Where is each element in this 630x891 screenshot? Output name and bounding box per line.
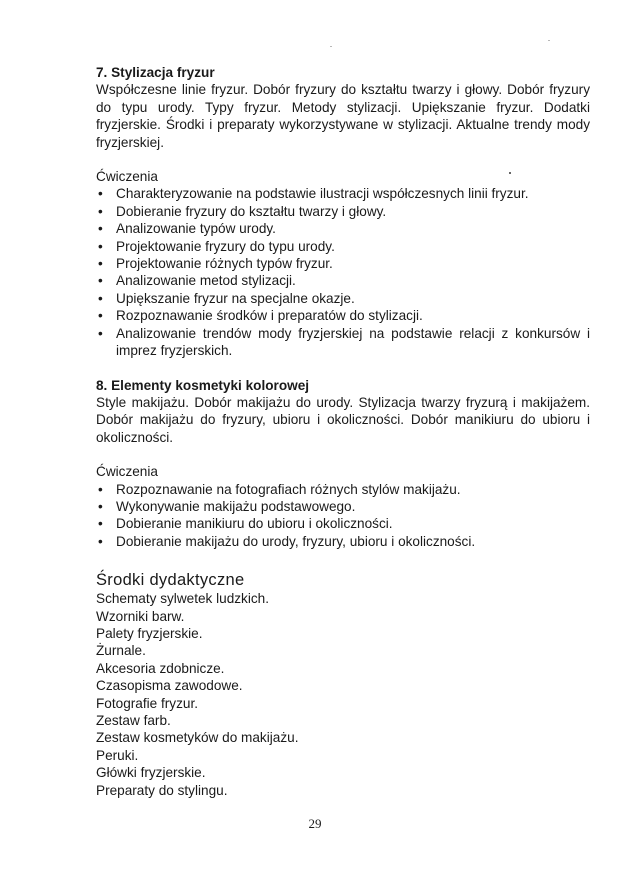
page-number: 29: [308, 816, 322, 831]
section-7-body: Współczesne linie fryzur. Dobór fryzury do kształtu twarzy i głowy. Dobór fryzury do typu urody. Typy fryzur. Metody stylizacji. Upiększanie fryzur. Dodatki fryzjerskie. Środki i preparaty wykorzystywane w stylizacji. Aktualne trendy mody fryzjerskiej.: [96, 82, 590, 150]
bullet-icon: •: [98, 308, 103, 324]
scan-speck: [509, 172, 511, 174]
list-item: [96, 238, 590, 255]
section-8-exercises-title: Ćwiczenia: [96, 464, 158, 480]
bullet-icon: •: [98, 516, 103, 532]
list-item: [96, 533, 590, 550]
list-item: Główki fryzjerskie.: [96, 765, 206, 781]
bullet-icon: •: [98, 256, 103, 272]
bullet-icon: •: [98, 273, 103, 289]
list-item: Żurnale.: [96, 643, 146, 659]
scan-speck: [548, 40, 550, 41]
list-item: Peruki.: [96, 747, 139, 763]
section-8-heading: 8. Elementy kosmetyki kolorowej: [96, 377, 310, 393]
didactic-aids-heading: Środki dydaktyczne: [96, 571, 245, 590]
list-item-text: Projektowanie różnych typów fryzur.: [116, 256, 333, 272]
list-item-text: Upiększanie fryzur na specjalne okazje.: [116, 290, 355, 306]
list-item-text: Analizowanie trendów mody fryzjerskiej na podstawie relacji z konkursów i imprez fryzjerskich.: [116, 325, 590, 359]
list-item: Wzorniki barw.: [96, 608, 185, 624]
list-item: Palety fryzjerskie.: [96, 625, 203, 641]
list-item-text: Projektowanie fryzury do typu urody.: [116, 238, 335, 254]
list-item: [96, 515, 590, 532]
spacer: [96, 550, 590, 570]
list-item-text: Dobieranie manikiuru do ubioru i okoliczności.: [116, 516, 393, 532]
bullet-icon: •: [98, 186, 103, 202]
list-item: Zestaw kosmetyków do makijażu.: [96, 730, 299, 746]
bullet-icon: •: [98, 481, 103, 497]
list-item: [96, 220, 590, 237]
bullet-icon: •: [98, 498, 103, 514]
bullet-icon: •: [98, 203, 103, 219]
section-7-heading: 7. Stylizacja fryzur: [96, 65, 215, 80]
list-item: [96, 255, 590, 272]
didactic-aids-list: [96, 590, 590, 799]
list-item-text: Wykonywanie makijażu podstawowego.: [116, 498, 356, 514]
list-item-text: Analizowanie metod stylizacji.: [116, 273, 296, 289]
list-item: Akcesoria zdobnicze.: [96, 660, 225, 676]
list-item: Schematy sylwetek ludzkich.: [96, 591, 270, 607]
list-item-text: Rozpoznawanie środków i preparatów do stylizacji.: [116, 308, 423, 324]
list-item-text: Analizowanie typów urody.: [116, 221, 276, 237]
bullet-icon: •: [98, 238, 103, 254]
list-item: Fotografie fryzur.: [96, 695, 198, 711]
list-item-text: Dobieranie makijażu do urody, fryzury, ubioru i okoliczności.: [116, 533, 476, 549]
bullet-icon: •: [98, 290, 103, 306]
section-8-body: Style makijażu. Dobór makijażu do urody. Stylizacja twarzy fryzurą i makijażem. Dobór makijażu do fryzury, ubioru i okoliczności. Dobór manikiuru do ubioru i okoliczności.: [96, 394, 590, 445]
list-item: [96, 203, 590, 220]
section-7-exercises-title: Ćwiczenia: [96, 169, 158, 185]
bullet-icon: •: [98, 533, 103, 549]
list-item: [96, 498, 590, 515]
list-item: [96, 481, 590, 498]
spacer: [96, 360, 590, 377]
list-item: [96, 272, 590, 289]
list-item: Czasopisma zawodowe.: [96, 678, 243, 694]
section-8-exercise-list: [96, 481, 590, 551]
list-item-text: Rozpoznawanie na fotografiach różnych stylów makijażu.: [116, 481, 461, 497]
list-item: [96, 325, 590, 360]
spacer: [96, 151, 590, 168]
section-7-exercise-list: [96, 185, 590, 359]
spacer: [96, 446, 590, 463]
list-item-text: Charakteryzowanie na podstawie ilustracji współczesnych linii fryzur.: [116, 186, 529, 202]
list-item: Zestaw farb.: [96, 713, 171, 728]
list-item: Preparaty do stylingu.: [96, 782, 228, 798]
list-item: [96, 185, 590, 202]
list-item: [96, 307, 590, 324]
list-item: [96, 290, 590, 307]
scan-speck: [330, 46, 332, 47]
list-item-text: Dobieranie fryzury do kształtu twarzy i głowy.: [116, 203, 387, 219]
bullet-icon: •: [98, 221, 103, 237]
document-page: [96, 64, 590, 799]
bullet-icon: •: [98, 325, 103, 341]
